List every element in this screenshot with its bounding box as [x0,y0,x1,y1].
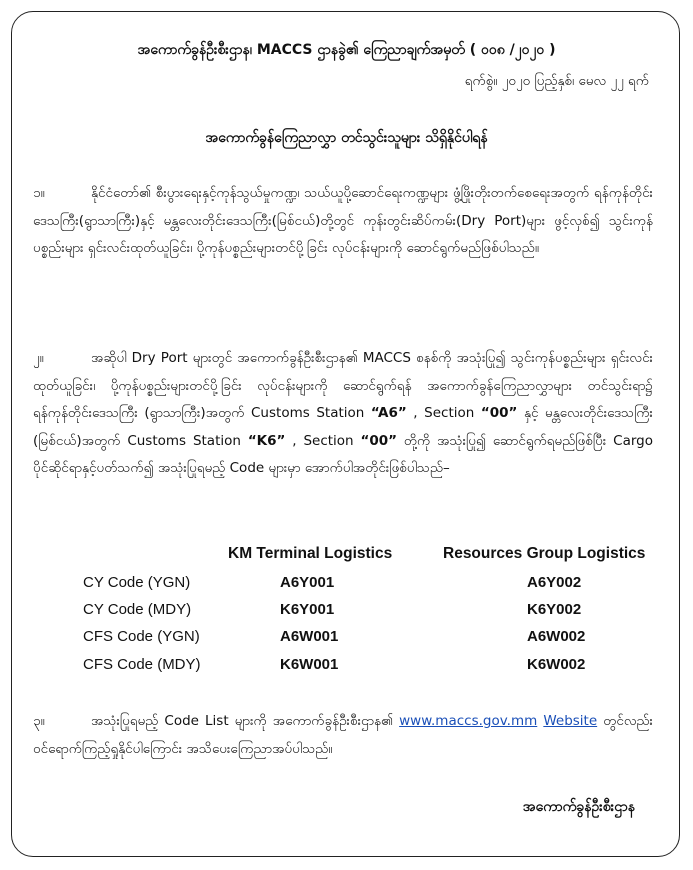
paragraph-text: နှင့် မန္တလေးတိုင်းဒေသကြီး (မြစ်ငယ်)အတွက် Customs Station [33,405,653,449]
document-subject: အကောက်ခွန်ကြေညာလွှာ တင်သွင်းသူများ သိရှိနိုင်ပါရန် [205,130,488,146]
table-row-label: CFS Code (MDY) [83,656,201,673]
paragraph-2 [33,345,653,483]
table-cell-km: K6W001 [280,656,339,673]
table-cell-km: A6W001 [280,628,339,645]
section-code: “00” [360,432,398,449]
table-cell-rg: A6Y002 [527,574,582,591]
website-link[interactable]: Website [543,713,598,729]
table-header-rg: Resources Group Logistics [443,545,646,562]
document-date: ရက်စွဲ။ ၂၀၂၀ ပြည့်နှစ်၊ မေလ ၂၂ ရက် [464,73,649,89]
table-cell-km: K6Y001 [280,601,335,618]
table-cell-rg: A6W002 [527,628,586,645]
paragraph-text: အသုံးပြုရမည့် Code List များကို အကောက်ခွန်ဦးစီးဌာန၏ [91,713,400,729]
station-code: “A6” [370,405,407,422]
section-code: “00” [480,405,518,422]
paragraph-text: တို့ကို အသုံးပြု၍ ဆောင်ရွက်ရမည်ဖြစ်ပြီး Cargo ပိုင်ဆိုင်ရာနှင့်ပတ်သက်၍ အသုံးပြုရမည့် Code များမှာ အောက်ပါအတိုင်းဖြစ်ပါသည်– [33,432,653,477]
table-cell-rg: K6Y002 [527,601,582,618]
maccs-url-link[interactable]: www.maccs.gov.mm [399,713,538,729]
paragraph-1 [33,180,653,263]
table-header-km: KM Terminal Logistics [228,545,393,562]
table-cell-km: A6Y001 [280,574,335,591]
paragraph-text: အဆိုပါ Dry Port များတွင် အကောက်ခွန်ဦးစီးဌာန၏ MACCS စနစ်ကို အသုံးပြု၍ သွင်းကုန်ပစ္စည်းများ ရှင်းလင်းထုတ်ယူခြင်း၊ ပို့ကုန်ပစ္စည်းများတင်ပို့ခြင်း လုပ်ငန်းများကို ဆောင်ရွက်ရန် အကောက်ခွန်ကြေညာလွှာများ တင်သွင်းရာ၌ ရန်ကုန်တိုင်းဒေသကြီး (ရွာသာကြီး)အတွက် Customs Station [33,350,653,422]
station-code: “K6” [247,432,286,449]
table-row-label: CFS Code (YGN) [83,628,200,645]
table-row-label: CY Code (MDY) [83,601,192,618]
paragraph-number: ၂။ [33,350,44,366]
signature-department: အကောက်ခွန်ဦးစီးဌာန [522,799,635,815]
table-cell-rg: K6W002 [527,656,586,673]
document-title: အကောက်ခွန်ဦးစီးဌာန၊ MACCS ဌာနခွဲ၏ ကြေညာချက်အမှတ် ( ၀၀၈ /၂၀၂၀ ) [137,42,556,58]
table-row-label: CY Code (YGN) [83,574,191,591]
paragraph-text: , Section [285,432,361,449]
paragraph-3 [33,708,653,763]
paragraph-text: , Section [406,405,481,422]
paragraph-text: တွင်လည်း ဝင်ရောက်ကြည့်ရှုနိုင်ပါကြောင်း အသိပေးကြေညာအပ်ပါသည်။ [33,713,653,757]
paragraph-number: ၁။ [33,185,45,201]
paragraph-text: နိုင်ငံတော်၏ စီးပွားရေးနှင့်ကုန်သွယ်မှုကဏ္ဍ၊ သယ်ယူပို့ဆောင်ရေးကဏ္ဍများ ဖွံ့ဖြိုးတိုးတက်စေရေးအတွက် ရန်ကုန်တိုင်းဒေသကြီး(ရွာသာကြီး)နှင့် မန္တလေးတိုင်းဒေသကြီး(မြစ်ငယ်)တို့တွင် ကုန်းတွင်းဆိပ်ကမ်း(Dry Port)များ ဖွင့်လှစ်၍ သွင်းကုန်ပစ္စည်းများ ရှင်းလင်းထုတ်ယူခြင်း၊ ပို့ကုန်ပစ္စည်းများတင်ပို့ခြင်း လုပ်ငန်းများကို ဆောင်ရွက်မည်ဖြစ်ပါသည်။ [33,185,653,257]
paragraph-number: ၃။ [33,713,45,729]
